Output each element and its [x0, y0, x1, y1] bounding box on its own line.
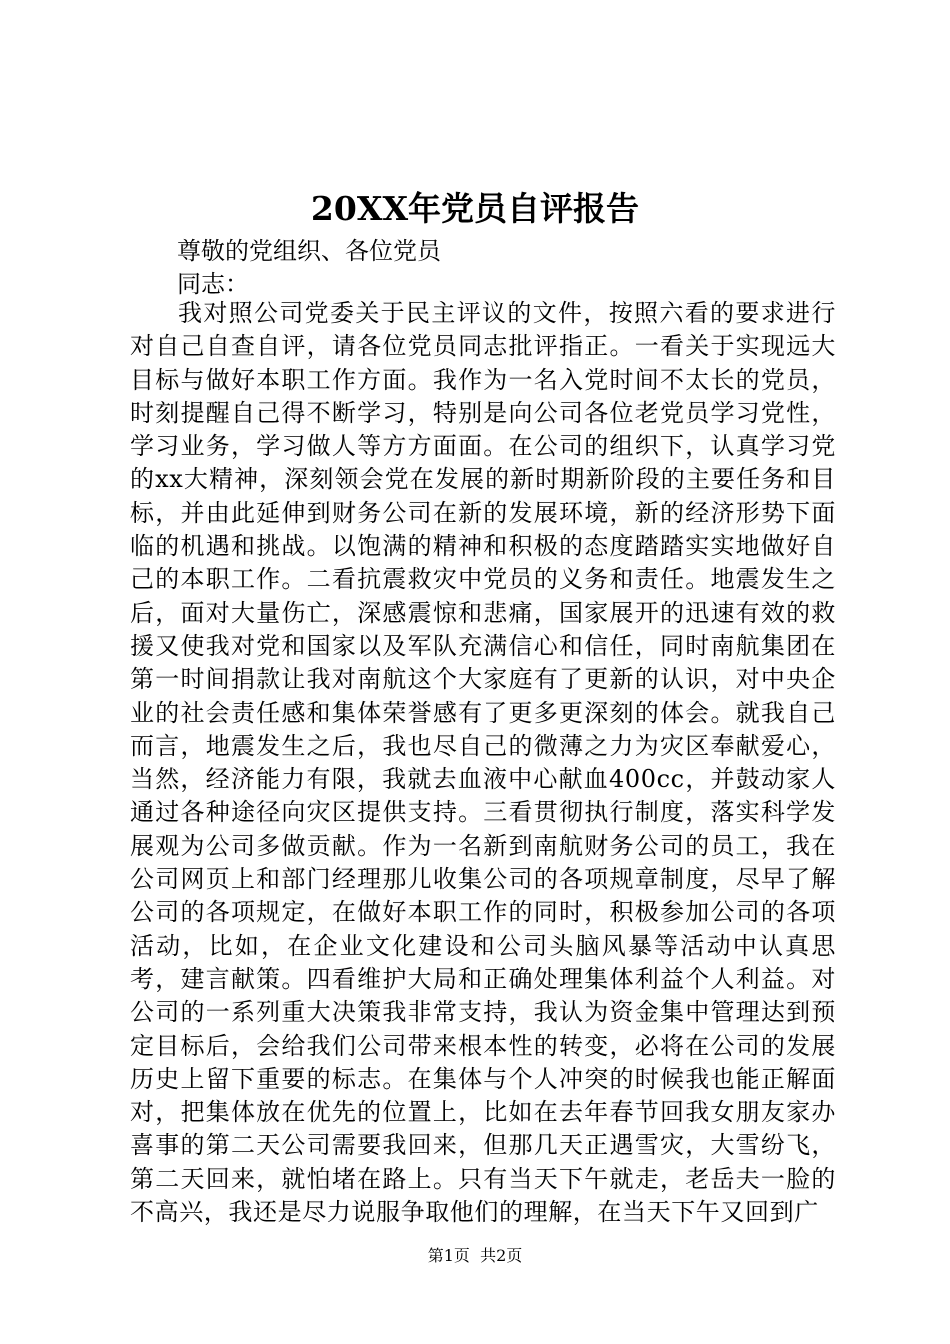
body-paragraph: 我对照公司党委关于民主评议的文件，按照六看的要求进行对自己自查自评，请各位党员同志批评指正。一看关于实现远大目标与做好本职工作方面。我作为一名入党时间不太长的党员，时刻提醒自己得不断学习，特别是向公司各位老党员学习党性，学习业务，学习做人等方方面面。在公司的组织下，认真学习党的xx大精神，深刻领会党在发展的新时期新阶段的主要任务和目标，并由此延伸到财务公司在新的发展环境，新的经济形势下面临的机遇和挑战。以饱满的精神和积极的态度踏踏实实地做好自己的本职工作。二看抗震救灾中党员的义务和责任。地震发生之后，面对大量伤亡，深感震惊和悲痛，国家展开的迅速有效的救援又使我对党和国家以及军队充满信心和信任，同时南航集团在第一时间捐款让我对南航这个大家庭有了更新的认识，对中央企业的社会责任感和集体荣誉感有了更多更深刻的体会。就我自己而言，地震发生之后，我也尽自己的微薄之力为灾区奉献爱心，当然，经济能力有限，我就去血液中心献血400cc，并鼓动家人通过各种途径向灾区提供支持。三看贯彻执行制度，落实科学发展观为公司多做贡献。作为一名新到南航财务公司的员工，我在公司网页上和部门经理那儿收集公司的各项规章制度，尽早了解公司的各项规定，在做好本职工作的同时，积极参加公司的各项活动，比如，在企业文化建设和公司头脑风暴等活动中认真思考，建言献策。四看维护大局和正确处理集体利益个人利益。对公司的一系列重大决策我非常支持，我认为资金集中管理达到预定目标后，会给我们公司带来根本性的转变，必将在公司的发展历史上留下重要的标志。在集体与个人冲突的时候我也能正解面对，把集体放在优先的位置上，比如在去年春节回我女朋友家办喜事的第二天公司需要我回来，但那几天正遇雪灾，大雪纷飞，第二天回来，就怕堵在路上。只有当天下午就走，老岳夫一脸的不高兴，我还是尽力说服争取他们的理解，在当天下午又回到广 — [130, 299, 836, 1227]
salutation-line-1: 尊敬的党组织、各位党员 — [177, 237, 441, 265]
document-title: 20XX年党员自评报告 — [310, 189, 640, 228]
salutation-line-2: 同志： — [177, 270, 249, 298]
page-number-footer: 第1页 共2页 — [427, 1246, 523, 1265]
